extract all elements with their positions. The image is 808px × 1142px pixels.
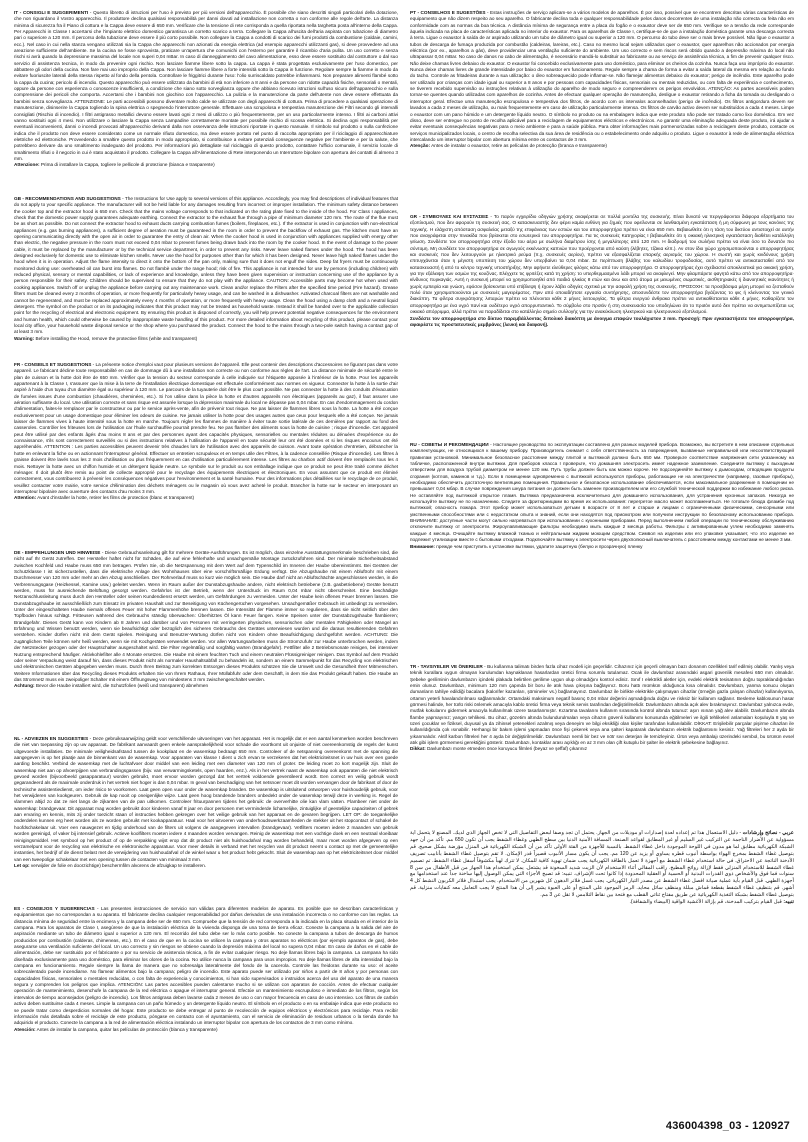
section-heading: NL - ADVIEZEN EN SUGGESTIES bbox=[14, 736, 89, 741]
section-nl bbox=[14, 736, 398, 898]
section-heading: RU - СОВЕТЫ И РЕКОМЕНДАЦИИ bbox=[410, 442, 489, 447]
warning-text: Antes de instalar o exaustor, retire as películas de protecção (branca e transparente) bbox=[430, 143, 607, 149]
warning-text: Antes de instalar la campana, quitar las películas de protección (blanca y transparente) bbox=[35, 1026, 218, 1032]
warning-text: Davlumbazı monte etmeden önce koruyucu filmleri (beyaz ve şeffaf) çıkarınız bbox=[425, 746, 588, 752]
section-heading: GR - ΣΥΜΒΟΥΛΕΣ ΚΑΙ ΕΥΣΤΑΣΕΙΣ bbox=[410, 214, 489, 219]
section-warning bbox=[14, 1027, 398, 1033]
section-heading: ES - CONSEJOS Y SUGERENCIAS bbox=[14, 906, 95, 911]
warning-label: Внимание: bbox=[410, 543, 435, 549]
document-code: 436004398_03 - 120927 bbox=[665, 1120, 790, 1132]
warning-text: Bevor die Haube installiert wird, die Schutzfolien (weiß und transparent) abnehmen bbox=[34, 683, 209, 689]
section-body: - Bu kullanma talimatı birden fazla cihaz modeli için geçerlidir. Cihazınız için geçerli olmayan bazı donanım özellikleri tarif edilmiş olabilir. Yanlış veya teknik kurallara uygun olmayan kurulumdan kaynaklanan hasarlardan üretici firma sorumlu tutulamaz. Ocak ile davlumbaz arasındaki asgari güvenlik mesafesi 650 mm olmalıdır. Şebeke geriliminin davlumbazın içindeki plakada belirtilen gerilime uygun olup olmadığını kontrol ediniz. Sınıf I elektrikli aletler için, evdeki elektrik tesisatının doğru topraklandığından emin olunuz. Davlumbazı, minimum 120 mm çapında bir boru ile atık hava çıkışına bağlayınız. Boru hattı mümkün olduğunca kısa olmalıdır. Davlumbazı, yanma sonucu oluşan dumanların tahliye edildiği bacalara (kalorifer kazanları, şömineler vs.) bağlamayınız. Davlumbaz ile birlikte elektrikle çalışmayan cihazlar (örneğin gazla çalışan cihazlar) kullanılıyorsa, ortamın yeterli havalandırılması sağlanmalıdır. Ortamdaki maksimum negatif basınç 0,04 mbar değerini aşmadığında doğru ve risksiz bir kullanım sağlanır. Besleme kablosunun hasar görmesi halinde, her türlü riski önlemek amacıyla kablo üretici firma veya teknik servis tarafından değiştirilmelidir. Davlumbazın altında açık alev bırakmayınız. Davlumbaz yalnızca evde, mutfak kokularını gidermek amacıyla kullanılmak üzere tasarlanmıştır. Kızartma tavalarını kullanım sırasında kontrol altında tutunuz: aşırı ısınan yağ alev alabilir. Davlumbazın altında flambe yapmayınız; yangın tehlikesi. Bu cihaz, gözetim altında bulundurulmaları veya cihazın güvenli kullanımı konusunda eğitilmeleri ve ilgili tehlikeleri anlamaları koşuluyla 8 yaş ve üzeri çocuklar ve fiziksel, duyusal ya da zihinsel yetenekleri azalmış veya deneyim ve bilgi eksikliği olan kişiler tarafından kullanılabilir. DİKKAT: Erişilebilir parçalar pişirme cihazları ile kullanıldığında çok ısınabilir. Herhangi bir bakım işlemi yapmadan önce fişi çekerek veya ana şalteri kapatarak davlumbazın elektrik bağlantısını kesiniz. Yağ filtreleri her 2 ayda bir yıkanmalıdır. Aktif karbon filtreleri her 4 ayda bir değiştirilmelidir. Davlumbazı nemli bir bez ve nötr sıvı deterjan ile temizleyiniz. Ürün veya ambalajı üzerindeki sembol, bu ürünün evsel atık gibi işlem görmemesi gerektiğini gösterir. Davlumbazı, kontaklar arası açıklığı en az 3 mm olan çift kutuplu bir şalter ile elektrik şebekesine bağlayınız. bbox=[410, 664, 794, 746]
section-es bbox=[14, 906, 398, 1092]
section-fr bbox=[14, 362, 398, 542]
section-warning bbox=[14, 683, 398, 689]
section-pt bbox=[410, 10, 794, 206]
left-column bbox=[14, 10, 398, 1105]
manual-page bbox=[14, 10, 794, 1105]
warning-text: Προσοχή: Πριν εγκαταστήσετε τον απορροφητήρα, αφαιρέστε τις προστατευτικές μεμβράνες (λευκή και διαφανή). bbox=[410, 315, 794, 327]
section-warning bbox=[410, 316, 794, 329]
warning-text: Before installing the Hood, remove the protective films (white and transparent) bbox=[34, 335, 198, 341]
section-heading: GB - RECOMMENDATIONS AND SUGGESTIONS bbox=[14, 196, 121, 201]
section-body: - The Instructions for Use apply to several versions of this appliance. Accordingly, you may find descriptions of individual features that do not apply to your specific appliance. The manufacturer will not be held liable for any damages resulting from incorrect or improper installation. The minimum safety distance between the cooker top and the extractor hood is 650 mm. Check that the mains voltage corresponds to that indicated on the rating plate fixed to the inside of the hood. For Class I appliances, check that the domestic power supply guarantees adequate earthing. Connect the extractor to the exhaust flue through a pipe of minimum diameter 120 mm. The route of the flue must be as short as possible. Do not connect the extractor hood to exhaust ducts carrying combustion fumes (boilers, fireplaces, etc.). If the extractor is used in conjunction with non-electrical appliances (e.g. gas burning appliances), a sufficient degree of aeration must be guaranteed in the room in order to prevent the backflow of exhaust gas. The kitchen must have an opening communicating directly with the open air in order to guarantee the entry of clean air. When the cooker hood is used in conjunction with appliances supplied with energy other than electric, the negative pressure in the room must not exceed 0,04 mbar to prevent fumes being drawn back into the room by the cooker hood. In the event of damage to the power cable, it must be replaced by the manufacturer or by the technical service department, in order to prevent any risks. Never leave naked flames under the hood. The hood has been designed exclusively for domestic use to eliminate kitchen smells. Never use the hood for purposes other than for which it has been designed. Never leave high naked flames under the hood when it is in operation. Adjust the flame intensity to direct it onto the bottom of the pan only, making sure that it does not engulf the sides. Deep fat fryers must be continuously monitored during use: overheated oil can burst into flames. Do not flambè under the range hood; risk of fire. This appliance is not intended for use by persons (including children) with reduced physical, sensory or mental capabilities, or lack of experience and knowledge, unless they have been given supervision or instruction concerning use of the appliance by a person responsible for their safety. Children should be supervised to ensure that they do not play with the appliance. CAUTION: Accessible parts may become hot when used with cooking appliances. Switch off or unplug the appliance before carrying out any maintenance work. Clean and/or replace the Filters after the specified time period (Fire hazard). Grease filters must be cleaned every 2 months of operation, or more frequently for particularly heavy usage, and can be washed in a dishwasher. Activated charcoal filters are not washable and cannot be regenerated, and must be replaced approximately every 4 months of operation, or more frequently with heavy usage. Clean the hood using a damp cloth and a neutral liquid detergent. The symbol on the product or on its packaging indicates that this product may not be treated as household waste. Instead it shall be handed over to the applicable collection point for the recycling of electrical and electronic equipment. By ensuring this product is disposed of correctly, you will help prevent potential negative consequences for the environment and human health, which could otherwise be caused by inappropriate waste handling of this product. For more detailed information about recycling of this product, please contact your local city office, your household waste disposal service or the shop where you purchased the product. Connect the hood to the mains through a two-pole switch having a contact gap of at least 3 mm. bbox=[14, 196, 398, 335]
warning-label: تنبيه: bbox=[783, 899, 794, 906]
section-tr bbox=[410, 664, 794, 822]
section-heading: FR - CONSEILS ET SUGGESTIONS bbox=[14, 362, 92, 367]
warning-label: Let op: bbox=[14, 862, 30, 868]
section-warning bbox=[410, 746, 794, 752]
section-gb bbox=[14, 196, 398, 354]
section-body: - Questo libretto di istruzioni per l'uso è previsto per più versioni dell'apparecchio. È possibile che siano descritti singoli particolari della dotazione, che non riguardano il Vostro apparecchio. Il produttore declina qualsiasi responsabilità per danni dovuti ad installazione non corretta o non conforme alle regole dell'arte. La distanza minima di sicurezza fra il Piano di cottura e la Cappa deve essere di 650 mm. Verificare che la tensione di rete corrisponda a quella riportata nella targhetta posta all'interno della Cappa. Per Apparecchi in Classe I accertarsi che l'impianto elettrico domestico garantisca un corretto scarico a terra. Collegare la Cappa all'uscita dell'aria aspirata con tubazione di diametro pari o superiore a 120 mm. Il percorso della tubazione deve essere il più corto possibile. Non collegare la Cappa a condotti di scarico dei fumi prodotti da combustione (caldaie, camini, ecc.). Nel caso in cui nella stanza vengano utilizzati sia la Cappa che apparecchi non azionati da energia elettrica (ad esempio apparecchi utilizzanti gas), si deve provvedere ad una areazione sufficiente dell'ambiente. Se la cucina ne fosse sprovvista, praticare un'apertura che comunichi con l'esterno per garantire il ricambio d'aria pulita. Un uso corretto e senza rischi si avrà quando la depressione massima del locale non superi 0,04 mBar. In caso di danneggiamento del cavo alimentazione, esso deve essere sostituito dal costruttore o dal suo servizio di assistenza tecnica, in modo da prevenire ogni rischio. Non lasciare fiamme libere sotto la cappa. La cappa è stata progettata esclusivamente per l'uso domestico, per abbattere gli odori della cucina. Non fare mai uso improprio della Cappa. Non lasciare fiamme libere a forte intensità sotto la Cappa in funzione. Regolare sempre la fiamme in modo da evitare fuoriuscite laterali della stessa rispetto al fondo della pentola. Controllare le friggitrici durante l'uso: l'olio surriscaldato potrebbe infiammarsi. Non preparare alimenti flambé sotto la cappa da cucina; pericolo di incendio. Questo apparecchio può essere utilizzato da bambini di età non inferiore a 8 anni e da persone con ridotte capacità fisiche, sensoriali o mentali, oppure da persone con esperienza o conoscenze insufficienti, a condizione che siano sotto sorveglianza oppure che abbiano ricevuto istruzioni sull'uso sicuro dell'apparecchio e sulla comprensione dei pericoli che comporta. Accertarsi che i bambini non giochino con l'apparecchio. La pulizia e la manutenzione da parte dell'utente non deve essere effettuata da bambini senza sorveglianza. ATTENZIONE: Le parti accessibili possono diventare molto calde se utilizzate con degli apparecchi di cottura. Prima di procedere a qualsiasi operazione di manutenzione, disinserire la Cappa togliendo la spina elettrica o spegnendo l'interruttore generale. Effettuare una scrupolosa e tempestiva manutenzione dei Filtri secondo gli intervalli consigliati (Rischio di incendio). I filtri antigrasso metallici devono essere lavati ogni 2 mesi di utilizzo o più frequentemente, per un uso particolarmente intenso. I filtri ai carboni attivi vanno sostituiti ogni 4 mesi. Non utilizzare o lasciare la Cappa senza Lampadine correttamente montate per possibile rischio di scossa elettrica. Si declina ogni responsabilità per eventuali inconvenienti, danni o incendi provocati all'apparecchio derivanti dalla non osservanza delle istruzioni riportate in questo manuale. Il simbolo sul prodotto o sulla confezione indica che il prodotto non deve essere considerato come un normale rifiuto domestico, ma deve essere portato nel punto di raccolta appropriato per il riciclaggio di apparecchiature elettriche ed elettroniche. Provvedendo a smaltire questo prodotto in modo appropriato, si contribuisce a evitare potenziali conseguenze negative per l'ambiente e per la salute, che potrebbero derivare da uno smaltimento inadeguato del prodotto. Per informazioni più dettagliate sul riciclaggio di questo prodotto, contattare l'ufficio comunale, il servizio locale di smaltimento rifiuti o il negozio in cui è stato acquistato il prodotto. Collegare la Cappa all'Alimentazione di Rete interponendo un Interruttore bipolare con apertura dei contatti di almeno 3 mm. bbox=[14, 10, 398, 161]
section-body: - La présente notice d'emploi vaut pour plusieurs versions de l'appareil. Elle peut contenir des descriptions d'accessoires ne figurant pas dans votre appareil. Le fabricant décline toute responsabilité en cas de dommage dû à une installation non correcte ou non conforme aux règles de l'art. La distance minimale de sécurité entre le plan de cuisson et la hotte doit être de 650 mm. Vérifier que la tension du secteur corresponde à celle indiquée sur l'étiquette apposée à l'intérieur de la hotte. Pour les appareils appartenant à la Classe I, s'assurer que la mise à la terre de l'installation électrique domestique est effectuée conformément aux normes en vigueur. Connecter la hotte à la sortie d'air aspiré à l'aide d'un tuyau d'un diamètre égal ou supérieur à 120 mm. Le parcours de la tuyauterie doit être le plus court possible. Ne pas connecter la hotte à des conduits d'évacuation de fumées issues d'une combustion (chaudières, cheminées, etc.). Si l'on utilise dans la pièce la hotte et d'autres appareils non électriques (appareils au gaz), il faut assurer une aération suffisante du local. Une utilisation correcte et sans risque est assurée lorsque la dépression maximale du local ne dépasse pas 0,04 mbar. En cas d'endommagement du cordon d'alimentation, faites-le remplacer par le constructeur ou par le service après-vente, afin de prévenir tout risque. Ne pas laisser de flammes libres sous la hotte. La hotte a été conçue exclusivement pour un usage domestique pour éliminer les odeurs de cuisine. Ne jamais utiliser la hotte pour des usages autres que ceux pour lesquels elle a été conçue. Ne jamais laisser de flammes vives à haute intensité sous la hotte en marche. Toujours régler les flammes de manière à éviter toute sortie latérale de ces dernières par rapport au fond des casseroles. Contrôler les friteuses lors de l'utilisation car l'huile surchauffée pourrait prendre feu. Ne pas flamber des aliments sous la hotte de cuisine ; risque d'incendie. Cet appareil peut être utilisé par des enfants âgés d'au moins 8 ans et par des personnes ayant des capacités physiques, sensorielles ou mentales réduites ou dénuées d'expérience ou de connaissance, s'ils sont correctement surveillés ou si des instructions relatives à l'utilisation de l'appareil en toute sécurité leur ont été données et si les risques encourus ont été appréhendés. ATTENTION : Les parties accessibles peuvent devenir très chaudes lors de l'utilisation avec des appareils de cuisson. Avant toute opération d'entretien, débrancher la hotte en enlevant la fiche ou en actionnant l'interrupteur général. Effectuer un entretien scrupuleux et en temps utile des Filtres, à la cadence conseillée (Risque d'incendie). Les filtres à graisse doivent être lavés tous les 2 mois d'utilisation ou plus fréquemment en cas d'utilisation particulièrement intense. Les filtres au charbon actif doivent être remplacés tous les 4 mois. Nettoyer la hotte avec un chiffon humide et un détergent liquide neutre. Le symbole sur le produit ou son emballage indique que ce produit ne peut être traité comme déchet ménager. Il doit plutôt être remis au point de collecte approprié pour le recyclage des équipements électriques et électroniques. En vous assurant que ce produit est éliminé correctement, vous contribuerez à prévenir les conséquences négatives pour l'environnement et la santé humaine. Pour des informations plus détaillées sur le recyclage de ce produit, veuillez contacter votre mairie, votre service d'élimination des déchets ménagers ou le magasin où vous avez acheté le produit. Brancher la hotte sur le secteur en interposant un interrupteur bipolaire avec ouverture des contacts d'au moins 3 mm. bbox=[14, 362, 398, 494]
section-warning bbox=[14, 336, 398, 342]
section-warning bbox=[410, 544, 794, 550]
warning-text: Prima di installare la Cappa, togliere le pellicole di protezione (bianca e trasparente) bbox=[39, 162, 215, 168]
section-body: - Deze gebruiksaanwijzing geldt voor verschillende uitvoeringen van het apparaat. Het is mogelijk dat er een aantal kenmerken worden beschreven die niet van toepassing zijn op uw apparaat. De fabrikant aanvaardt geen enkele aansprakelijkheid voor schade die voortkomt uit onjuiste of niet overeenkomstig de regels der kunst uitgevoerde installaties. De minimale veiligheidsafstand tussen de kookplaat en de wasemkap bedraagt 650 mm. Controleer of de netspanning overeenkomt met de spanning die aangegeven is op het plaatje aan de binnenkant van de wasemkap. Voor apparaten van klasse I dient u zich ervan te verzekeren dat het elektriciteitsnet in uw huis over een goede aarding beschikt. Verbind de wasemkap met de luchtafvoer door middel van een leiding met een diameter van 120 mm of groter. De leiding moet zo kort mogelijk zijn. Sluit de wasemkap niet aan op afvoerpijpen van verbrandingsgassen (bijv. van verwarmingsketels, open haarden, enz.). Als in het vertrek naast de wasemkap ook apparaten die niet elektrisch gevoed worden (bijvoorbeeld gasapparatuur) worden gebruikt, moet ervoor worden gezorgd dat het vertrek voldoende geventileerd wordt. Een correct en veilig gebruik wordt gegarandeerd als de maximale onderdruk in het vertrek niet hoger is dan 0,04 mbar. In geval van beschadiging van het netsnoer moet dit worden vervangen door de fabrikant of door de technische assistentiedienst, om ieder risico te voorkomen. Laat geen open vuur onder de wasemkap branden. De wasemkap is uitsluitend ontworpen voor huishoudelijk gebruik, voor het verwijderen van kookgeuren. Gebruik de kap nooit op oneigenlijke wijze. Laat geen hoog brandende branders onbedekt onder de wasemkap terwijl deze in werking is. Regel de vlammen altijd zo dat ze niet langs de zijkanten van de pan uitkomen. Controleer frituurpannen tijdens het gebruik: de oververhitte olie kan vlam vatten. Flambeer niet onder de wasemkap: brandgevaar. Dit apparaat mag worden gebruikt door kinderen vanaf 8 jaar en door personen met verminderde lichamelijke, zintuiglijke of geestelijke capaciteiten of gebrek aan ervaring en kennis, mits zij onder toezicht staan of instructies hebben gekregen over het veilige gebruik van het apparaat en de gevaren begrijpen. LET OP: de toegankelijke onderdelen kunnen erg heet worden als ze worden gebruikt met kookapparatuur. Haal voor het uitvoeren van onderhoudswerkzaamheden de stekker uit het stopcontact of schakel de hoofdschakelaar uit. Voer een nauwgezet en tijdig onderhoud van de filters uit volgens de aangegeven intervallen (brandgevaar). Vetfilters moeten iedere 2 maanden van gebruik worden gereinigd, of vaker bij intensief gebruik. Actieve koolfilters moeten iedere 4 maanden worden vervangen. Reinig de wasemkap met een vochtige doek en een neutraal vloeibaar reinigingsmiddel. Het symbool op het product of op de verpakking wijst erop dat dit product niet als huishoudafval mag worden behandeld, maar moet worden afgegeven op een verzamelpunt voor de recycling van elektrische en elektronische apparatuur. Voor meer details in verband met het recyclen van dit product neemt u contact op met de gemeentelijke instanties, het bedrijf of de dienst belast met de verwijdering van huishoudafval of de winkel waar u het product hebt gekocht. Sluit de wasemkap aan op het elektriciteitsnet door middel van een tweepolige schakelaar met een opening tussen de contacten van minimaal 3 mm. bbox=[14, 736, 398, 862]
section-heading: DE - EMPFEHLUNGEN UND HINWEISE bbox=[14, 550, 101, 555]
section-ar bbox=[410, 830, 794, 1060]
section-de bbox=[14, 550, 398, 728]
warning-label: Achtung: bbox=[14, 683, 35, 689]
right-column bbox=[410, 10, 794, 1105]
section-heading: PT - CONSELHOS E SUGESTÕES bbox=[410, 10, 486, 15]
warning-label: Attention: bbox=[14, 495, 37, 501]
section-heading: IT - CONSIGLI E SUGGERIMENTI bbox=[14, 10, 89, 15]
warning-label: Dikkat: bbox=[410, 746, 426, 752]
warning-text: прежде чем приступить к установке вытяжки, удалите защитную (белую и прозрачную) пленку bbox=[435, 543, 643, 549]
warning-text: Avant d'installer la hotte, retirer les films de protection (blanc et transparent) bbox=[36, 495, 195, 501]
section-warning bbox=[14, 162, 398, 168]
section-warning bbox=[14, 863, 398, 869]
section-gr bbox=[410, 214, 794, 434]
section-body: - Las presentes instrucciones de servicio son válidas para diferentes modelos de aparato. Es posible que se describan características y equipamientos que no correspondan a su aparato. El fabricante declina cualquier responsabilidad por daños derivados de una instalación incorrecta o no conforme con las reglas. La distancia mínima de seguridad entre la encimera y la campana debe ser de 650 mm. Compruebe que la tensión de red corresponda a la indicada en la placa situada en el interior de la campana. Para los aparatos de Clase I, asegúrese de que la instalación eléctrica de la vivienda disponga de una toma de tierra eficaz. Conecte la campana a la salida del aire de aspiración mediante un tubo de diámetro igual o superior a 120 mm. El recorrido del tubo debe ser lo más corto posible. No conecte la campana a tubos de descarga de humos producidos por combustión (calderas, chimeneas, etc.). En el caso de que en la cocina se utilicen la campana y otros aparatos no eléctricos (por ejemplo aparatos de gas), debe asegurarse una ventilación suficiente del local. Un uso correcto y sin riesgos se obtiene cuando la depresión máxima del local no supera 0,04 mbar. En caso de daños en el cable de alimentación, debe ser sustituido por el fabricante o por su servicio de asistencia técnica, a fin de evitar cualquier riesgo. No deje llamas libres bajo la campana. La campana ha sido diseñada exclusivamente para uso doméstico, para eliminar los olores de la cocina. No utilice nunca la campana para usos impropios. No deje llamas libres de alta intensidad bajo la campana en funcionamiento. Regule siempre la llama de manera que no sobresalga lateralmente del fondo de la cacerola. Controle las freidoras durante su uso: el aceite sobrecalentado puede incendiarse. No flamear alimentos bajo la campana; peligro de incendio. Este aparato puede ser utilizado por niños a partir de 8 años y por personas con capacidades físicas, sensoriales o mentales reducidas, o con falta de experiencia y conocimientos, si han sido supervisados o instruidos acerca del uso del aparato de una manera segura y comprenden los peligros que implica. ATENCIÓN: Las partes accesibles pueden calentarse mucho si se utilizan con aparatos de cocción. Antes de efectuar cualquier operación de mantenimiento, desenchufe la campana de la red eléctrica o apague el interruptor general. Efectúe un mantenimiento escrupuloso e inmediato de los filtros, según los intervalos de tiempo aconsejados (peligro de incendio). Los filtros antigrasa deben lavarse cada 2 meses de uso o con mayor frecuencia en caso de uso intensivo. Los filtros de carbón activo deben sustituirse cada 4 meses. Limpie la campana con un paño húmedo y un detergente líquido neutro. El símbolo en el producto o en su embalaje indica que este producto no se puede tratar como desperdicios normales del hogar. Este producto se debe entregar al punto de recolección de equipos eléctricos y electrónicos para reciclaje. Para recibir información más detallada sobre el reciclaje de este producto, póngase en contacto con el ayuntamiento, con el servicio de eliminación de residuos urbanos o la tienda donde ha adquirido el producto. Conecte la campana a la red de alimentación eléctrica instalando un interruptor bipolar con apertura de los contactos de 3 mm como mínimo. bbox=[14, 906, 398, 1026]
section-heading: TR - TAVSIYELER VE ÖNERILER bbox=[410, 664, 483, 669]
warning-label: Warning: bbox=[14, 335, 35, 341]
section-body: - Το παρόν εγχειρίδιο οδηγιών χρήσης αναφέρεται σε πολλά μοντέλα της συσκευής. Είναι δυνατό να περιγράφονται διάφορα εξαρτήματα του εξοπλισμού, που δεν αφορούν τη συσκευή σας. Ο κατασκευαστής δεν φέρει καμία ευθύνη για ζημιές που οφείλονται σε λανθασμένη εγκατάσταση ή μη σύμφωνη με τους κανόνες της τεχνικής. Η ελάχιστη απόσταση ασφαλείας μεταξύ της επιφάνειας των εστιών και του απορροφητήρα πρέπει να είναι 650 mm. Βεβαιωθείτε ότι η τάση του δικτύου αντιστοιχεί σε αυτήν που αναγράφεται στην πινακίδα που βρίσκεται στο εσωτερικό του απορροφητήρα. Για τις συσκευές Κατηγορίας I βεβαιωθείτε ότι η οικιακή ηλεκτρική εγκατάσταση διαθέτει κατάλληλη γείωση. Συνδέστε τον απορροφητήρα στην έξοδο του αέρα με σωλήνα διαμέτρου ίσης ή μεγαλύτερης από 120 mm. Η διαδρομή του σωλήνα πρέπει να είναι όσο το δυνατόν πιο σύντομη. Μη συνδέετε τον απορροφητήρα σε αγωγούς εκκένωσης καπνών που προέρχονται από καύση (λέβητες, τζάκια κλπ.). Αν στον ίδιο χώρο χρησιμοποιούνται ο απορροφητήρας και συσκευές που δεν λειτουργούν με ηλεκτρικό ρεύμα (π.χ. συσκευές αερίου), πρέπει να εξασφαλίζεται επαρκής αερισμός του χώρου. Η σωστή και χωρίς κινδύνους χρήση επιτυγχάνεται όταν η μέγιστη υποπίεση του χώρου δεν υπερβαίνει τα 0,04 mbar. Σε περίπτωση βλάβης του καλωδίου τροφοδοσίας, αυτό πρέπει να αντικατασταθεί από τον κατασκευαστή ή από το κέντρο τεχνικής υποστήριξης. Μην αφήνετε ελεύθερες φλόγες κάτω από τον απορροφητήρα. Ο απορροφητήρας έχει σχεδιαστεί αποκλειστικά για οικιακή χρήση, για την εξάλειψη των οσμών της κουζίνας. Ελέγχετε τις φριτέζες κατά τη χρήση: το υπερθερμασμένο λάδι μπορεί να αναφλεγεί. Μην φλαμπάρετε φαγητά κάτω από τον απορροφητήρα· κίνδυνος πυρκαγιάς. Αυτή η συσκευή μπορεί να χρησιμοποιηθεί από παιδιά ηλικίας 8 ετών και άνω και από άτομα με μειωμένες σωματικές, αισθητηριακές ή διανοητικές ικανότητες ή χωρίς εμπειρία και γνώση, εφόσον βρίσκονται υπό επίβλεψη ή έχουν λάβει οδηγίες σχετικά με την ασφαλή χρήση της συσκευής. ΠΡΟΣΟΧΗ: τα προσβάσιμα μέρη μπορεί να ζεσταθούν πολύ όταν χρησιμοποιούνται με συσκευές μαγειρέματος. Πριν από οποιαδήποτε εργασία συντήρησης, αποσυνδέστε τον απορροφητήρα βγάζοντας το φις ή κλείνοντας τον γενικό διακόπτη. Τα φίλτρα συγκράτησης λιπαρών πρέπει να πλένονται κάθε 2 μήνες λειτουργίας. Τα φίλτρα ενεργού άνθρακα πρέπει να αντικαθίστανται κάθε 4 μήνες. Καθαρίζετε τον απορροφητήρα με ένα υγρό πανί και ουδέτερο υγρό απορρυπαντικό. Το σύμβολο στο προϊόν ή στη συσκευασία του υποδηλώνει ότι το προϊόν αυτό δεν πρέπει να αντιμετωπίζεται ως οικιακό απόρριμμα, αλλά πρέπει να παραδίδεται στο κατάλληλο σημείο συλλογής για την ανακύκλωση ηλεκτρικού και ηλεκτρονικού εξοπλισμού. bbox=[410, 214, 794, 315]
warning-text: قبل القيام بتركيب المدخنة، قم بإزالة الأغشية الواقية (البيضاء والشفافة). bbox=[629, 899, 784, 906]
section-warning bbox=[410, 143, 794, 149]
warning-label: Atención: bbox=[14, 1026, 36, 1032]
section-body: - Diese Gebrauchsanleitung gilt für mehrere Geräte-Ausführungen. Es ist möglich, dass einzelne Ausstattungsmerkmale beschrieben sind, die nicht auf Ihr Gerät zutreffen. Der Hersteller haftet nicht für Schäden, die auf eine fehlerhafte und unsachgemäße Montage zurückzuführen sind. Der minimale Sicherheitsabstand zwischen Kochfeld und Haube muss 650 mm betragen. Prüfen Sie, ob die Netzspannung mit dem Wert auf dem Typenschild im Inneren der Haube übereinstimmt. Bei Geräten der Schutzklasse I ist sicherzustellen, dass die elektrische Anlage des Wohnhauses über eine vorschriftsmäßige Erdung verfügt. Die Abzugshaube mit einem Abluftrohr mit einem Durchmesser von 120 mm oder mehr an den Abzug anschließen. Der Rohrverlauf muss so kurz wie möglich sein. Die Haube darf nicht an Abluftschächte angeschlossen werden, in die Verbrennungsgase (Heizkessel, Kamine usw.) geleitet werden. Wenn im Raum außer der Dunstabzugshaube andere, nicht elektrisch betriebene (z.B. gasbetriebene) Geräte benutzt werden, muss für ausreichende Belüftung gesorgt werden. Gefahrlos ist der Betrieb, wenn der Unterdruck im Raum 0,04 mbar nicht überschreitet. Eine beschädigte Netzanschlussleitung muss durch den Hersteller oder seinen Kundendienst ersetzt werden, um Gefährdungen zu vermeiden. Unter der Haube kein offenes Feuer brennen lassen. Die Dunstabzugshaube ist ausschließlich zum Einsatz im privaten Haushalt und zur Beseitigung von Küchengerüchen vorgesehen. Unsachgemäßer Gebrauch ist unbedingt zu vermeiden. Unter der eingeschalteten Haube niemals offenes Feuer mit hoher Flammenhöhe brennen lassen. Die Intensität der Flamme immer so regulieren, dass sie nicht seitlich über den Topfboden hinaus schlägt. Fritteusen während des Gebrauchs ständig überwachen: Überhitztes Öl kann Feuer fangen. Keine Speisen unter der Dunstabzugshaube flambieren; Brandgefahr. Dieses Gerät kann von Kindern ab 8 Jahren und darüber und von Personen mit verringerten physischen, sensorischen oder mentalen Fähigkeiten oder Mangel an Erfahrung und Wissen benutzt werden, wenn sie beaufsichtigt oder bezüglich des sicheren Gebrauchs des Gerätes unterwiesen wurden und die daraus resultierenden Gefahren verstehen. Kinder dürfen nicht mit dem Gerät spielen. Reinigung und Benutzer-Wartung dürfen nicht von Kindern ohne Beaufsichtigung durchgeführt werden. ACHTUNG: Die zugänglichen Teile können sehr heiß werden, wenn sie mit Kochgeräten verwendet werden. Vor allen Wartungsarbeiten muss die Stromzufuhr zur Haube unterbrochen werden, indem der Netzstecker gezogen oder der Hauptschalter ausgeschaltet wird. Die Filter regelmäßig und sorgfältig warten (Brandgefahr). Fettfilter alle 2 Betriebsmonate reinigen, bei intensiver Nutzung entsprechend häufiger. Aktivkohlefilter alle 4 Monate ersetzen. Die Haube mit einem feuchten Tuch und einem neutralen Flüssigreiniger reinigen. Das Symbol auf dem Produkt oder seiner Verpackung weist darauf hin, dass dieses Produkt nicht als normaler Haushaltsabfall zu behandeln ist, sondern an einem Sammelpunkt für das Recycling von elektrischen und elektronischen Geräten abgegeben werden muss. Durch Ihren Beitrag zum korrekten Entsorgen dieses Produkts schützen Sie die Umwelt und die Gesundheit Ihrer Mitmenschen. Weitere Informationen über das Recycling dieses Produkts erhalten Sie von Ihrem Rathaus, Ihrer Müllabfuhr oder dem Geschäft, in dem Sie das Produkt gekauft haben. Die Haube an das Stromnetz muss ein zweipoliger Schalter mit einem Öffnungsweg von mindestens 3 mm zwischengeschaltet werden. bbox=[14, 550, 398, 682]
section-body: - دليل الاستعمال هذا تم إعداده لعدة إصدارات أو موديلات من الجهاز. يحتمل أن تجد وصفاً لبعض التفاصيل التي لا تخص الجهاز الذي لديك. المصنع لا يتحمل أية مسؤولية عن الأضرار الناجمة عن التركيب غير السليم أو غير المطابق لقواعد الصنعة. المسافة الأمنية الدنيا بين سطح الطهي وغطاء الشفط يجب أن تكون 650 مم. تأكد من أن جهد الشبكة الكهربائية مطابق لما هو مدون في اللوحة الموجودة داخل غطاء الشفط. بالنسبة للأجهزة من الفئة الأولى تأكد من أن الشبكة الكهربائية في المنزل مؤرضة بشكل صحيح. قم بتوصيل غطاء الشفط بمخرج الهواء بواسطة أنبوب قطره يساوي أو يزيد عن 120 مم. يجب أن يكون مسار الأنبوب قصيراً قدر الإمكان. لا تقم بتوصيل غطاء الشفط بأنابيب تصريف الأدخنة الناتجة عن الاحتراق. في حالة استخدام غطاء الشفط مع أجهزة لا تعمل بالطاقة الكهربائية يجب ضمان تهوية كافية للمكان. لا تترك لهباً مكشوفاً أسفل غطاء الشفط. تم تصميم غطاء الشفط للاستخدام المنزلي فقط لإزالة روائح المطبخ. راقب المقالي أثناء الاستخدام لأن الزيت شديد السخونة قد يشتعل. يمكن استخدام هذا الجهاز من قبل الأطفال من سن 8 سنوات فما فوق والأشخاص ذوي القدرات البدنية أو الحسية أو العقلية المحدودة إذا كانوا تحت الإشراف. تنبيه: قد تصبح الأجزاء التي يمكن الوصول إليها ساخنة جداً عند استخدامها مع أجهزة الطهي. قبل القيام بأية عملية صيانة افصل غطاء الشفط عن مصدر التيار الكهربائي. يجب غسل فلاتر الدهون كل شهرين من الاستخدام. يجب استبدال فلاتر الكربون النشط كل 4 أشهر. قم بتنظيف غطاء الشفط بقطعة قماش مبللة ومنظف سائل محايد. الرمز الموجود على المنتج أو على العبوة يشير إلى أن هذا المنتج لا يجب التعامل معه كنفايات منزلية. قم بتوصيل غطاء الشفط بشبكة التغذية الكهربائية عن طريق مفتاح ثنائي القطب مع فتحة بين نقاط التلامس لا تقل عن 3 مم. bbox=[410, 830, 794, 899]
section-body: - Настоящее руководство по эксплуатации составлено для разных моделей прибора. Возможно, вы встретите в нем описание отдельных комплектующих, не относящихся к вашему прибору. Производитель снимает с себя ответственность за повреждения, вызванные неправильной или несоответствующей правилам установкой. Минимальное безопасное расстояние между плитой и вытяжкой должно быть 650 мм. Проверьте соответствие напряжения сети указанному на табличке, расположенной внутри вытяжки. Для приборов класса I проверьте, что домашняя электросеть имеет надежное заземление. Соедините вытяжку с выходным отверстием для воздуха трубой диаметром не менее 120 мм. Путь трубы должен быть как можно короче. Не подсоединяйте вытяжку к дымоходам, отводящим продукты сгорания (котлов, каминов и т.д.). Если в помещении одновременно с вытяжкой используются приборы, работающие не на электричестве (например, газовые приборы), необходимо обеспечить достаточную вентиляцию помещения. Правильное и безопасное использование обеспечивается, если максимальное разрежение в помещении не превышает 0,04 мбар. В случае повреждения шнура питания он должен быть заменен производителем или его службой технической поддержки во избежание любого риска. Не оставляйте под вытяжкой открытое пламя. Вытяжка предназначена исключительно для домашнего использования, для устранения кухонных запахов. Никогда не используйте вытяжку не по назначению. Следите за фритюрницами во время их использования: перегретое масло может воспламениться. Не готовьте блюда фламбе под вытяжкой; опасность пожара. Этот прибор может использоваться детьми в возрасте от 8 лет и старше и лицами с ограниченными физическими, сенсорными или умственными способностями или с недостатком опыта и знаний, если они находятся под присмотром или получили инструкции по безопасному использованию прибора. ВНИМАНИЕ: доступные части могут сильно нагреваться при использовании с кухонными приборами. Перед выполнением любой операции по техническому обслуживанию отключите вытяжку от электросети. Жироулавливающие фильтры необходимо мыть каждые 2 месяца работы. Фильтры с активированным углем необходимо заменять каждые 4 месяца. Очищайте вытяжку влажной тканью и нейтральным жидким моющим средством. Символ на изделии или его упаковке указывает, что это изделие не подлежит утилизации вместе с бытовыми отходами. Подключайте вытяжку к электросети через двухполюсный выключатель с расстоянием между контактами не менее 3 мм. bbox=[410, 442, 794, 543]
warning-label: Atenção: bbox=[410, 143, 431, 149]
section-warning bbox=[410, 899, 794, 906]
section-it bbox=[14, 10, 398, 188]
warning-label: Συνδέστε τον απορροφητήρα στο δίκτυο παρεμβάλλοντας διπολικό διακόπτη με άνοιγμα επαφών τουλάχιστον 3 mm. bbox=[410, 315, 677, 321]
section-ru bbox=[410, 442, 794, 656]
warning-label: Attenzione: bbox=[14, 162, 40, 168]
warning-text: verwijder de folie en doorzichtige) beschermfilm alvorens de afzuigkap te installeren. bbox=[29, 862, 207, 868]
section-heading: عربي - نصائح وإرشادات bbox=[742, 830, 794, 836]
section-warning bbox=[14, 495, 398, 501]
section-body: - Estas instruções de serviço aplicam-se a vários modelos de aparelhos. É por isso, possível que se encontrem descritas várias características de equipamento que não dizem respeito ao seu aparelho. O fabricante declina toda e qualquer responsabilidade pelos danos decorrentes de uma instalação não correcta ou feita não em conformidade com as normas da boa técnica. A distância mínima de segurança entre a placa do fogão e o exaustor deve ser de 650 mm. Verifique se a tensão da rede corresponde àquela indicada na placa de características aplicada no interior do exaustor. Para os aparelhos de Classe I, certifique-se de que a instalação doméstica garante uma descarga correcta à terra. Ligue o exaustor à saída de ar aspirado utilizando um tubo de diâmetro igual ou superior a 120 mm. O percurso do tubo deve ser o mais breve possível. Não ligue o exaustor a tubos de descarga de fumaça produzida por combustão (caldeiras, lareiras, etc.). Caso no mesmo local sejam utilizados quer o exaustor, quer aparelhos não accionados por energia eléctrica (por ex., aparelhos a gás), deve providenciar uma ventilação suficiente do ambiente. Um uso correcto e sem riscos será obtido quando a depressão máxima do local não ultrapassar 0,04 mBar. No caso de danos no cabo de alimentação, é necessário mandá-lo substituir ao fabricante ou ao serviço de assistência técnica, a fim de prevenir qualquer risco. Não deixe chamas livres debaixo do exaustor. O exaustor foi concebido exclusivamente para uso doméstico, para eliminar os cheiros da cozinha. Nunca faça uso impróprio do exaustor. Nunca deixe chamas livres de grande intensidade por baixo do exaustor em funcionamento. Regule sempre a chama de forma a evitar a saída lateral da mesma em relação ao fundo do tacho. Controle as fritadeiras durante a sua utilização: o óleo sobreaquecido pode inflamar-se. Não flamejar alimentos debaixo do exaustor; perigo de incêndio. Este aparelho pode ser utilizado por crianças com idade igual ou superior a 8 anos e por pessoas com capacidades físicas, sensoriais ou mentais reduzidas, ou com falta de experiência e conhecimento, se tiverem recebido supervisão ou instruções relativas à utilização do aparelho de modo seguro e compreenderem os perigos envolvidos. ATENÇÃO: As partes acessíveis podem tornar-se quentes quando utilizadas com aparelhos de cozinha. Antes de efectuar qualquer operação de manutenção, desligue o exaustor retirando a ficha da tomada ou desligando o interruptor geral. Efectue uma manutenção escrupulosa e tempestiva dos filtros, de acordo com os intervalos aconselhados (perigo de incêndio). Os filtros antigordura devem ser lavados a cada 2 meses de utilização, ou mais frequentemente em caso de utilização particularmente intensa. Os filtros de carvão activo devem ser substituídos a cada 4 meses. Limpe o exaustor com um pano húmido e um detergente líquido neutro. O símbolo no produto ou na embalagem indica que este produto não pode ser tratado como lixo doméstico. Em vez disso, deve ser entregue no ponto de recolha aplicável para a reciclagem de equipamentos eléctricos e electrónicos. Ao garantir uma eliminação adequada deste produto, irá ajudar a evitar eventuais consequências negativas para o meio ambiente e para a saúde pública. Para obter informações mais pormenorizadas sobre a reciclagem deste produto, contacte os serviços municipalizados locais, o centro de recolha selectiva da sua área de residência ou o estabelecimento onde adquiriu o produto. Ligue o exaustor à rede de alimentação eléctrica intercalando um interruptor bipolar com abertura mínima entre os contactos de 3 mm. bbox=[410, 10, 794, 142]
